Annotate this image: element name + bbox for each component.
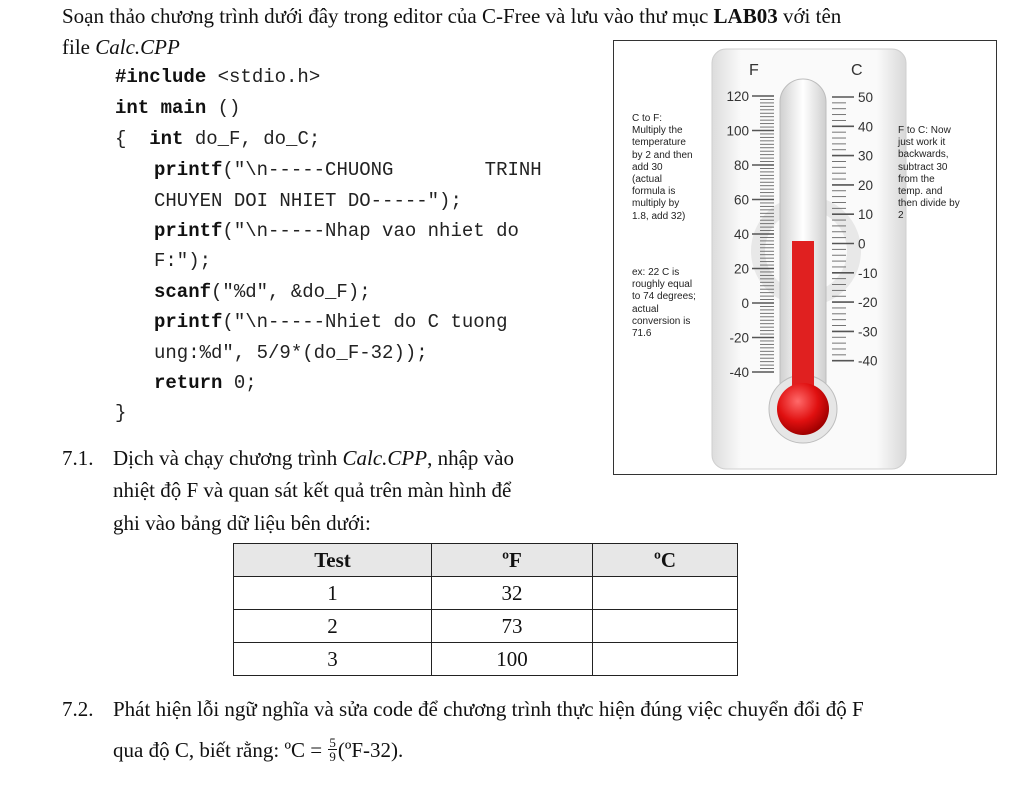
code-line: CHUYEN DOI NHIET DO-----"); bbox=[154, 190, 462, 212]
table-row bbox=[234, 577, 738, 610]
data-table bbox=[233, 543, 738, 676]
f-tick-label: -20 bbox=[729, 330, 749, 346]
code-line: #include <stdio.h> bbox=[115, 66, 321, 88]
table-cell: 32 bbox=[432, 577, 593, 610]
table-cell: 100 bbox=[432, 643, 593, 676]
q71-number: 7.1. bbox=[62, 446, 94, 470]
table-header-f: ºF bbox=[432, 544, 593, 577]
c-tick-label: -40 bbox=[858, 353, 878, 369]
c-tick-label: 10 bbox=[858, 207, 874, 223]
note-f-to-c: F to C: Now just work it backwards, subtract 30 from the temp. and then divide by 2 bbox=[898, 125, 960, 222]
f-scale-header: F bbox=[749, 62, 759, 79]
file-name: Calc.CPP bbox=[95, 35, 180, 59]
table-cell-empty[interactable] bbox=[593, 610, 738, 643]
table-cell: 73 bbox=[432, 610, 593, 643]
f-tick-label: 40 bbox=[733, 227, 749, 242]
c-tick-label: -30 bbox=[858, 324, 878, 340]
intro-line-2: file Calc.CPP bbox=[62, 35, 180, 59]
code-line: return 0; bbox=[154, 372, 257, 394]
table-header-test: Test bbox=[234, 544, 432, 577]
table-cell: 2 bbox=[234, 610, 432, 643]
thermometer-figure bbox=[613, 40, 997, 475]
fraction-5-9: $\frac{5}{9}$ bbox=[329, 734, 336, 764]
note-c-to-f: C to F: Multiply the temperature by 2 and then add 30 (actual formula is multiply by 1.8, add 32) bbox=[632, 113, 693, 222]
code-line: int main () bbox=[115, 97, 241, 119]
q71-line-1: Dịch và chạy chương trình Calc.CPP, nhập vào bbox=[113, 446, 514, 470]
table-cell: 1 bbox=[234, 577, 432, 610]
intro-line-1: Soạn thảo chương trình dưới đây trong editor của C-Free và lưu vào thư mục LAB03 với tên bbox=[62, 4, 842, 28]
code-line: F:"); bbox=[154, 250, 212, 272]
table-cell-empty[interactable] bbox=[593, 577, 738, 610]
code-line: } bbox=[115, 402, 127, 424]
f-tick-label: -40 bbox=[729, 365, 749, 380]
q71-line-3: ghi vào bảng dữ liệu bên dưới: bbox=[113, 511, 371, 535]
c-tick-label: 30 bbox=[858, 148, 874, 164]
code-line: printf("\n-----Nhiet do C tuong bbox=[154, 311, 508, 333]
c-tick-label: 0 bbox=[858, 236, 866, 252]
mercury-bulb bbox=[777, 383, 829, 435]
code-line: printf("\n-----Nhap vao nhiet do bbox=[154, 220, 519, 242]
note-example: ex: 22 C is roughly equal to 74 degrees; actual conversion is 71.6 bbox=[632, 267, 696, 340]
code-line: { int do_F, do_C; bbox=[115, 128, 321, 150]
f-tick-label: 60 bbox=[733, 192, 749, 208]
c-tick-label: 20 bbox=[858, 177, 874, 193]
q72-line-1: Phát hiện lỗi ngữ nghĩa và sửa code để chương trình thực hiện đúng việc chuyển đổi độ F bbox=[113, 697, 864, 721]
code-line: ung:%d", 5/9*(do_F-32)); bbox=[154, 342, 428, 364]
f-tick-label: 100 bbox=[726, 123, 749, 139]
q72-number: 7.2. bbox=[62, 697, 94, 721]
c-tick-label: 40 bbox=[858, 119, 874, 135]
table-header-row bbox=[234, 544, 738, 577]
thermometer-illustration bbox=[614, 41, 995, 473]
mercury-column bbox=[792, 241, 814, 401]
f-tick-label: 0 bbox=[741, 296, 749, 311]
f-tick-label: 120 bbox=[726, 89, 749, 104]
f-tick-label: 80 bbox=[733, 158, 749, 173]
f-tick-label: 20 bbox=[733, 261, 749, 277]
q72-line-2: qua độ C, biết rằng: ºC = $\frac{5}{9}$ (ºF-32). bbox=[113, 734, 404, 764]
table-header-c: ºC bbox=[593, 544, 738, 577]
table-cell: 3 bbox=[234, 643, 432, 676]
code-line: printf("\n-----CHUONG TRINH bbox=[154, 159, 542, 181]
table-row bbox=[234, 610, 738, 643]
c-tick-label: -20 bbox=[858, 295, 878, 311]
c-tick-label: -10 bbox=[858, 265, 878, 281]
table-row bbox=[234, 643, 738, 676]
c-tick-label: 50 bbox=[858, 90, 874, 105]
q71-line-2: nhiệt độ F và quan sát kết quả trên màn hình để bbox=[113, 478, 512, 502]
table-cell-empty[interactable] bbox=[593, 643, 738, 676]
folder-name: LAB03 bbox=[713, 4, 778, 28]
code-line: scanf("%d", &do_F); bbox=[154, 281, 371, 303]
c-scale-header: C bbox=[851, 62, 863, 79]
